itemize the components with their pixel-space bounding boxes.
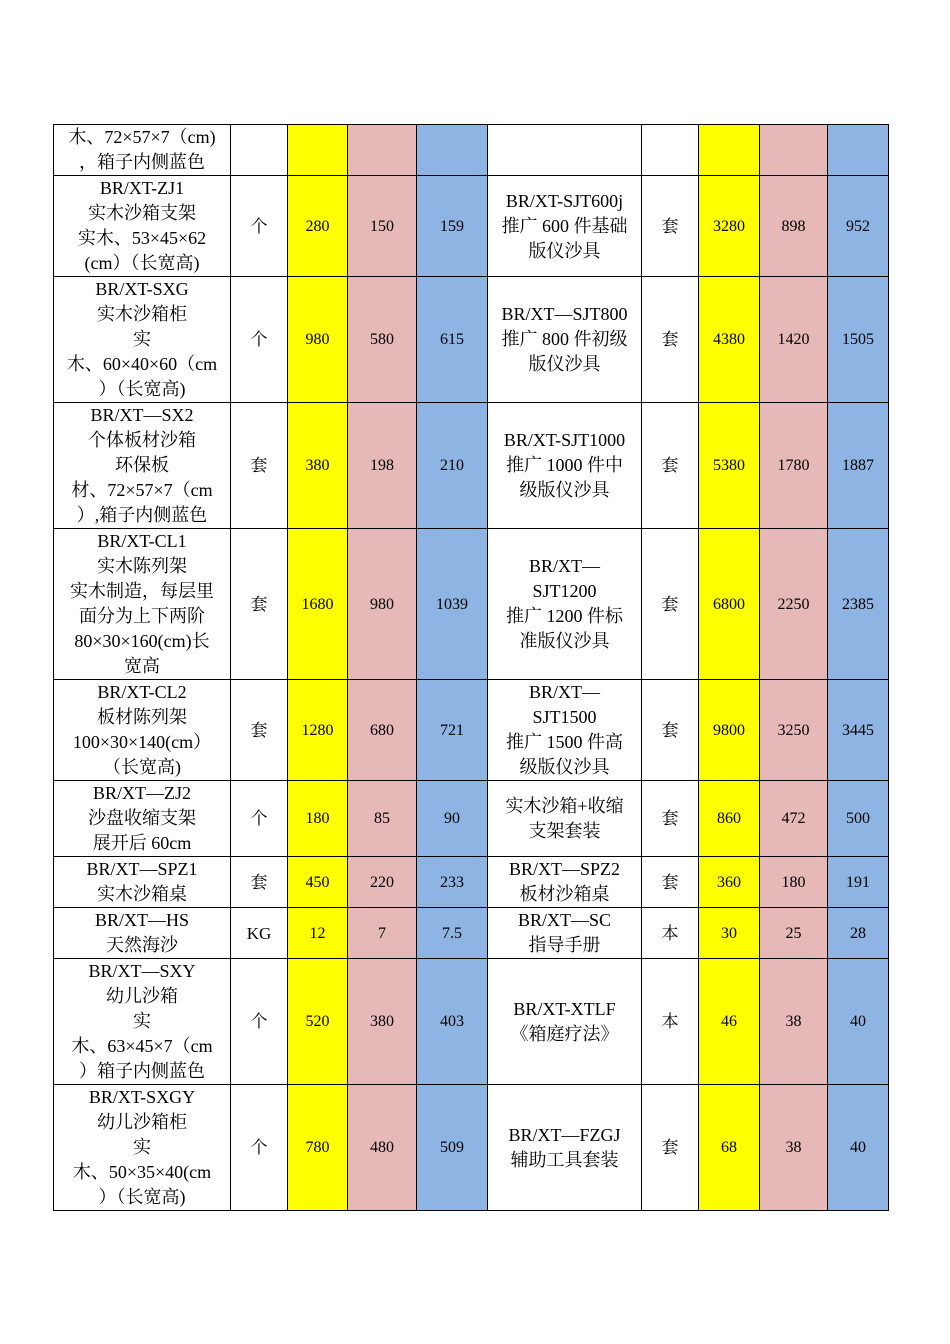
left-price-pink <box>348 125 417 176</box>
left-price-yellow: 380 <box>288 403 348 529</box>
left-price-blue: 210 <box>417 403 488 529</box>
right-product-desc: BR/XT—SPZ2 板材沙箱桌 <box>488 857 642 908</box>
right-price-blue: 500 <box>828 781 889 857</box>
table-row <box>54 959 889 1085</box>
right-price-yellow <box>699 125 760 176</box>
left-product-desc: BR/XT-CL2 板材陈列架 100×30×140(cm） （长宽高) <box>54 680 231 781</box>
right-product-desc: BR/XT—FZGJ 辅助工具套装 <box>488 1085 642 1211</box>
right-product-desc: BR/XT— SJT1200 推广 1200 件标 准版仪沙具 <box>488 529 642 680</box>
right-price-blue: 28 <box>828 908 889 959</box>
left-unit: 个 <box>231 176 288 277</box>
left-unit: 个 <box>231 959 288 1085</box>
right-unit: 套 <box>642 529 699 680</box>
left-price-blue: 159 <box>417 176 488 277</box>
right-product-desc: 实木沙箱+收缩 支架套装 <box>488 781 642 857</box>
table-row <box>54 781 889 857</box>
right-price-blue: 1505 <box>828 277 889 403</box>
right-price-blue: 40 <box>828 959 889 1085</box>
left-product-desc: BR/XT—SPZ1 实木沙箱桌 <box>54 857 231 908</box>
left-product-desc: 木、72×57×7（cm) ，箱子内侧蓝色 <box>54 125 231 176</box>
right-unit: 套 <box>642 277 699 403</box>
right-price-blue: 191 <box>828 857 889 908</box>
right-product-desc: BR/XT-SJT1000 推广 1000 件中 级版仪沙具 <box>488 403 642 529</box>
right-price-pink: 2250 <box>760 529 828 680</box>
right-price-pink: 25 <box>760 908 828 959</box>
table-row <box>54 125 889 176</box>
right-price-yellow: 3280 <box>699 176 760 277</box>
left-price-pink: 580 <box>348 277 417 403</box>
right-product-desc: BR/XT— SJT1500 推广 1500 件高 级版仪沙具 <box>488 680 642 781</box>
left-unit: 个 <box>231 277 288 403</box>
right-price-yellow: 4380 <box>699 277 760 403</box>
left-price-yellow: 180 <box>288 781 348 857</box>
left-price-blue <box>417 125 488 176</box>
right-price-pink: 898 <box>760 176 828 277</box>
left-unit <box>231 125 288 176</box>
right-price-blue <box>828 125 889 176</box>
right-price-pink: 180 <box>760 857 828 908</box>
left-product-desc: BR/XT—HS 天然海沙 <box>54 908 231 959</box>
left-price-yellow: 980 <box>288 277 348 403</box>
left-price-pink: 980 <box>348 529 417 680</box>
left-unit: 套 <box>231 680 288 781</box>
left-price-pink: 150 <box>348 176 417 277</box>
left-unit: KG <box>231 908 288 959</box>
left-price-yellow: 520 <box>288 959 348 1085</box>
left-unit: 个 <box>231 781 288 857</box>
left-unit: 套 <box>231 529 288 680</box>
right-price-pink <box>760 125 828 176</box>
left-price-blue: 1039 <box>417 529 488 680</box>
right-unit: 套 <box>642 857 699 908</box>
right-unit: 套 <box>642 176 699 277</box>
left-unit: 个 <box>231 1085 288 1211</box>
left-price-yellow: 12 <box>288 908 348 959</box>
right-price-yellow: 360 <box>699 857 760 908</box>
left-price-blue: 90 <box>417 781 488 857</box>
right-price-pink: 1780 <box>760 403 828 529</box>
right-unit: 套 <box>642 781 699 857</box>
table-row <box>54 857 889 908</box>
left-price-blue: 615 <box>417 277 488 403</box>
left-price-blue: 403 <box>417 959 488 1085</box>
left-price-yellow: 450 <box>288 857 348 908</box>
table-row <box>54 176 889 277</box>
left-price-yellow: 780 <box>288 1085 348 1211</box>
left-price-pink: 85 <box>348 781 417 857</box>
left-price-pink: 480 <box>348 1085 417 1211</box>
left-price-blue: 233 <box>417 857 488 908</box>
right-price-pink: 1420 <box>760 277 828 403</box>
left-price-pink: 7 <box>348 908 417 959</box>
right-price-yellow: 68 <box>699 1085 760 1211</box>
table-row <box>54 908 889 959</box>
right-price-pink: 38 <box>760 959 828 1085</box>
right-price-blue: 1887 <box>828 403 889 529</box>
left-product-desc: BR/XT-SXG 实木沙箱柜 实 木、60×40×60（cm ）（长宽高) <box>54 277 231 403</box>
left-price-yellow: 1280 <box>288 680 348 781</box>
right-product-desc: BR/XT—SJT800 推广 800 件初级 版仪沙具 <box>488 277 642 403</box>
right-price-pink: 38 <box>760 1085 828 1211</box>
left-product-desc: BR/XT-CL1 实木陈列架 实木制造，每层里 面分为上下两阶 80×30×160(cm)长 宽高 <box>54 529 231 680</box>
right-price-blue: 2385 <box>828 529 889 680</box>
right-product-desc: BR/XT-SJT600j 推广 600 件基础 版仪沙具 <box>488 176 642 277</box>
left-product-desc: BR/XT-SXGY 幼儿沙箱柜 实 木、50×35×40(cm ）（长宽高) <box>54 1085 231 1211</box>
left-price-yellow: 280 <box>288 176 348 277</box>
left-price-pink: 380 <box>348 959 417 1085</box>
table-row <box>54 277 889 403</box>
right-price-blue: 3445 <box>828 680 889 781</box>
left-product-desc: BR/XT—SXY 幼儿沙箱 实 木、63×45×7（cm ）箱子内侧蓝色 <box>54 959 231 1085</box>
right-unit: 套 <box>642 1085 699 1211</box>
right-unit: 本 <box>642 959 699 1085</box>
left-price-yellow <box>288 125 348 176</box>
right-price-yellow: 6800 <box>699 529 760 680</box>
right-price-blue: 952 <box>828 176 889 277</box>
right-price-yellow: 9800 <box>699 680 760 781</box>
left-price-pink: 220 <box>348 857 417 908</box>
right-product-desc <box>488 125 642 176</box>
table-row <box>54 1085 889 1211</box>
left-unit: 套 <box>231 857 288 908</box>
left-price-pink: 680 <box>348 680 417 781</box>
right-unit: 套 <box>642 403 699 529</box>
right-product-desc: BR/XT-XTLF 《箱庭疗法》 <box>488 959 642 1085</box>
left-price-blue: 509 <box>417 1085 488 1211</box>
left-price-blue: 7.5 <box>417 908 488 959</box>
right-price-yellow: 46 <box>699 959 760 1085</box>
table-body <box>54 125 889 1211</box>
table-row <box>54 529 889 680</box>
right-price-pink: 472 <box>760 781 828 857</box>
right-unit: 本 <box>642 908 699 959</box>
left-product-desc: BR/XT-ZJ1 实木沙箱支架 实木、53×45×62 (cm）（长宽高) <box>54 176 231 277</box>
right-price-blue: 40 <box>828 1085 889 1211</box>
table-row <box>54 680 889 781</box>
left-price-pink: 198 <box>348 403 417 529</box>
left-product-desc: BR/XT—SX2 个体板材沙箱 环保板 材、72×57×7（cm ）,箱子内侧蓝色 <box>54 403 231 529</box>
right-product-desc: BR/XT—SC 指导手册 <box>488 908 642 959</box>
table-row <box>54 403 889 529</box>
right-price-yellow: 860 <box>699 781 760 857</box>
left-unit: 套 <box>231 403 288 529</box>
left-price-blue: 721 <box>417 680 488 781</box>
right-price-pink: 3250 <box>760 680 828 781</box>
right-unit <box>642 125 699 176</box>
left-product-desc: BR/XT—ZJ2 沙盘收缩支架 展开后 60cm <box>54 781 231 857</box>
price-table <box>53 124 889 1211</box>
right-price-yellow: 5380 <box>699 403 760 529</box>
left-price-yellow: 1680 <box>288 529 348 680</box>
right-price-yellow: 30 <box>699 908 760 959</box>
right-unit: 套 <box>642 680 699 781</box>
